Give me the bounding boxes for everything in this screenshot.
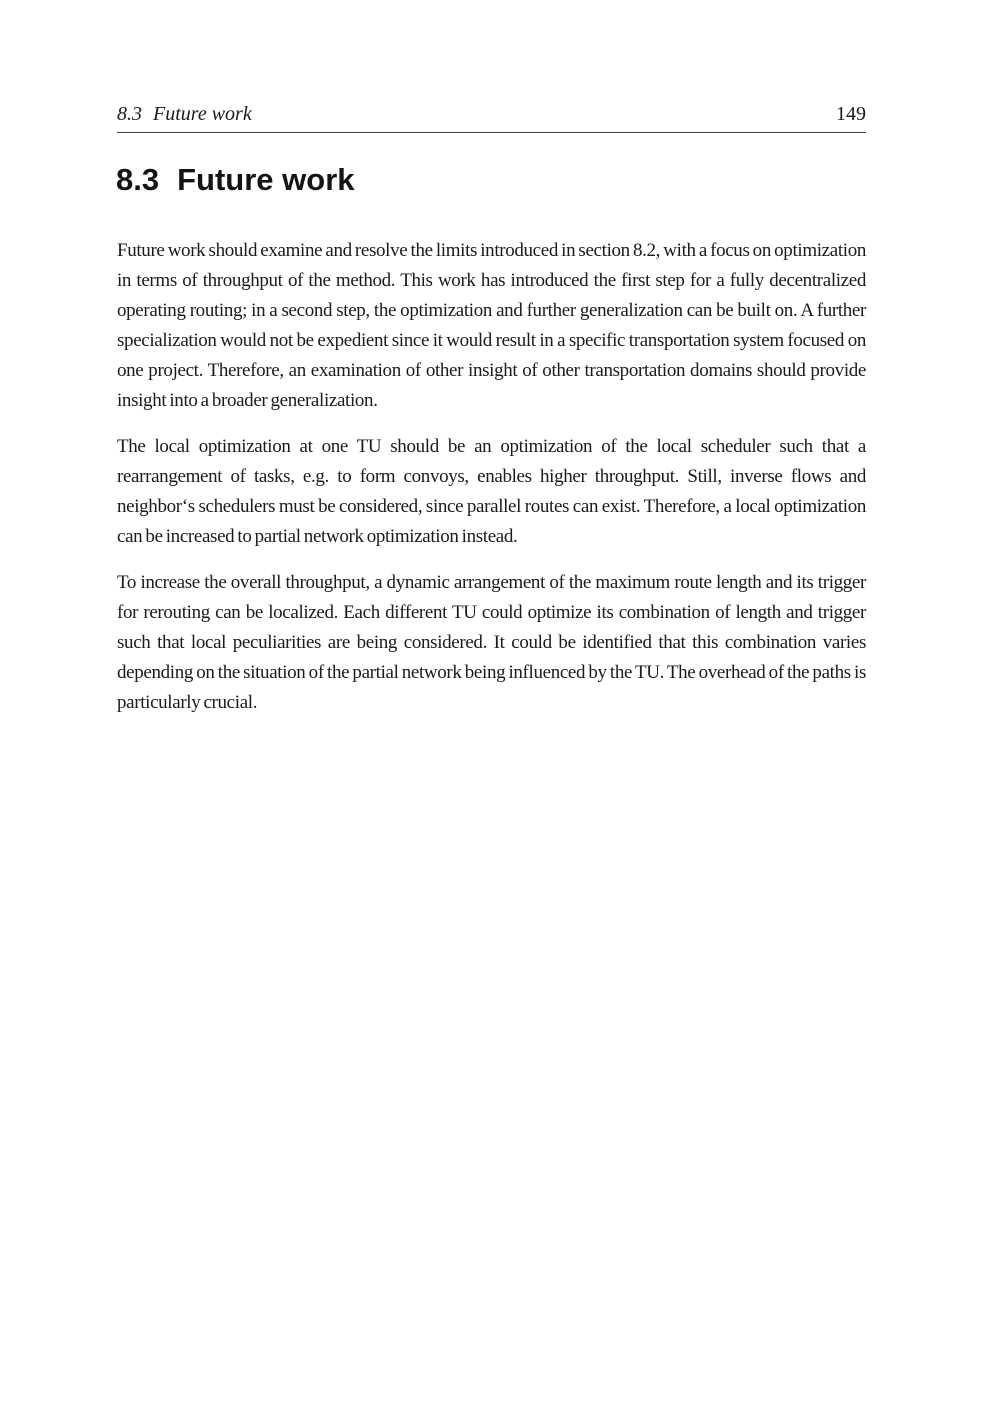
paragraph: Future work should examine and resolve the limits introduced in section 8.2, with a focus on optimization in terms of throughput of the method. This work has introduced the first step for a fully decentralized operating routing; in a second step, the optimization and further generalization can be built on. A further specialization would not be expedient since it would result in a specific transportation system focused on one project. Therefore, an examination of other insight of other transportation domains should provide insight into a broader generalization. xyxy=(117,240,866,411)
paragraph: To increase the overall throughput, a dynamic arrangement of the maximum route length and its trigger for rerouting can be localized. Each different TU could optimize its combination of length and trigger such that local peculiarities are being considered. It could be identified that this combination varies depending on the situation of the partial network being influenced by the TU. The overhead of the paths is particularly crucial. xyxy=(117,572,866,713)
running-header-title xyxy=(117,103,252,125)
running-header xyxy=(117,103,866,133)
running-header-section-title: Future work xyxy=(153,103,252,125)
section-heading-title: Future work xyxy=(177,162,355,197)
paragraph: The local optimization at one TU should be an optimization of the local scheduler such that a rearrangement of tasks, e.g. to form convoys, enables higher throughput. Still, inverse flows and neighbor‘s schedulers must be considered, since parallel routes can exist. Therefore, a local optimization can be increased to partial network optimization instead. xyxy=(117,436,866,547)
body-text xyxy=(117,236,866,734)
page-number: 149 xyxy=(836,103,866,125)
section-heading-number: 8.3 xyxy=(116,162,160,197)
running-header-section-number: 8.3 xyxy=(117,103,142,125)
section-heading xyxy=(116,164,355,197)
